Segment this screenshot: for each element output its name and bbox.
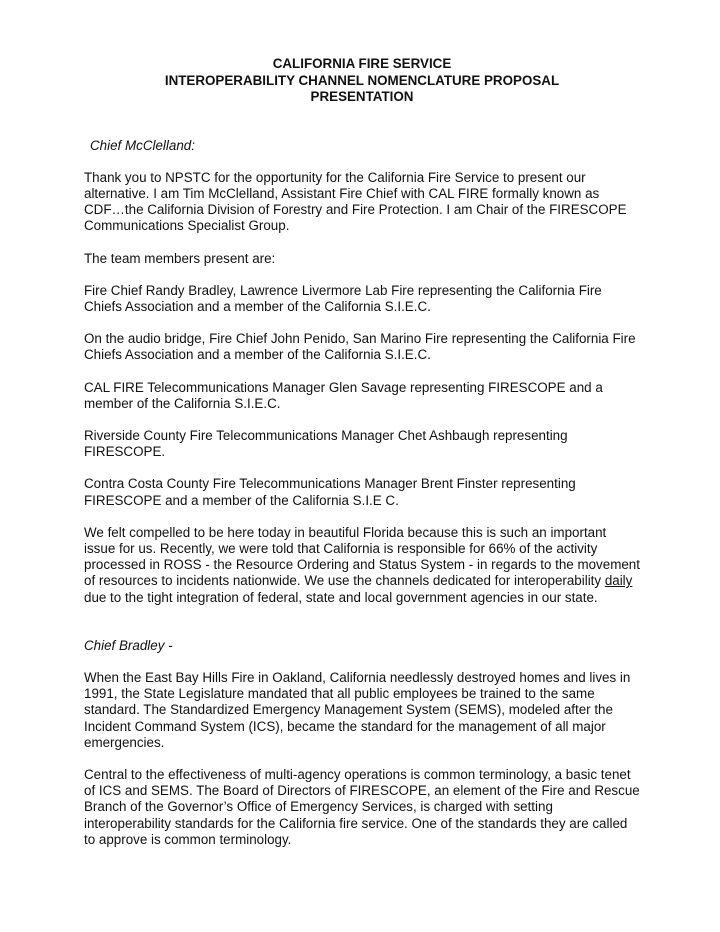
paragraph-florida-text-1: We felt compelled to be here today in beautiful Florida because this is such an important issue for us. Recently, we were told that California is responsible for 66% of the activity processed in ROSS - the Resource Ordering and Status System - in regards to the movement of resources to incidents nationwide. We use the channels dedicated for interoperability — [84, 524, 640, 589]
paragraph-bradley: Fire Chief Randy Bradley, Lawrence Livermore Lab Fire representing the California Fire Chiefs Association and a member of the California S.I.E.C. — [84, 282, 602, 314]
spacer — [84, 622, 640, 638]
title-line-3: PRESENTATION — [310, 89, 414, 104]
paragraph-intro: Thank you to NPSTC for the opportunity for the California Fire Service to present our alternative. I am Tim McClelland, Assistant Fire Chief with CAL FIRE formally known as CDF…the California Division of Forestry and Fire Protection. I am Chair of the FIRESCOPE Communications Specialist Group. — [84, 169, 627, 234]
speaker-bradley: Chief Bradley - — [84, 637, 173, 653]
paragraph-oakland-fire: When the East Bay Hills Fire in Oakland, California needlessly destroyed homes and lives in 1991, the State Legislature mandated that all public employees be trained to the same standard. The Standardized Emergency Management System (SEMS), modeled after the Incident Command System (ICS), became the standard for the management of all major emergencies. — [84, 669, 631, 750]
paragraph-florida-text-2: due to the tight integration of federal, state and local government agencies in our state. — [84, 589, 598, 605]
paragraph-common-terminology: Central to the effectiveness of multi-agency operations is common terminology, a basic tenet of ICS and SEMS. The Board of Directors of FIRESCOPE, an element of the Fire and Rescue Branch of the Governor’s Office of Emergency Services, is charged with setting interoperability standards for the California fire service. One of the standards they are called to approve is common terminology. — [84, 766, 640, 847]
paragraph-ashbaugh: Riverside County Fire Telecommunications Manager Chet Ashbaugh representing FIRESCOPE. — [84, 427, 568, 460]
underlined-word-daily: daily — [604, 573, 633, 589]
document-title — [84, 56, 640, 106]
speaker-mcclelland: Chief McClelland: — [90, 137, 195, 153]
paragraph-savage: CAL FIRE Telecommunications Manager Glen Savage representing FIRESCOPE and a member of the California S.I.E.C. — [84, 379, 603, 411]
paragraph-penido: On the audio bridge, Fire Chief John Penido, San Marino Fire representing the California Fire Chiefs Association and a member of the California S.I.E.C. — [84, 331, 636, 363]
paragraph-finster: Contra Costa County Fire Telecommunications Manager Brent Finster representing FIRESCOPE and a member of the California S.I.E C. — [84, 476, 576, 508]
paragraph-florida — [84, 525, 640, 606]
title-line-2: INTEROPERABILITY CHANNEL NOMENCLATURE PROPOSAL — [164, 72, 560, 88]
paragraph-team-intro: The team members present are: — [84, 250, 276, 266]
document-page — [84, 56, 640, 864]
title-line-1: CALIFORNIA FIRE SERVICE — [272, 56, 452, 71]
